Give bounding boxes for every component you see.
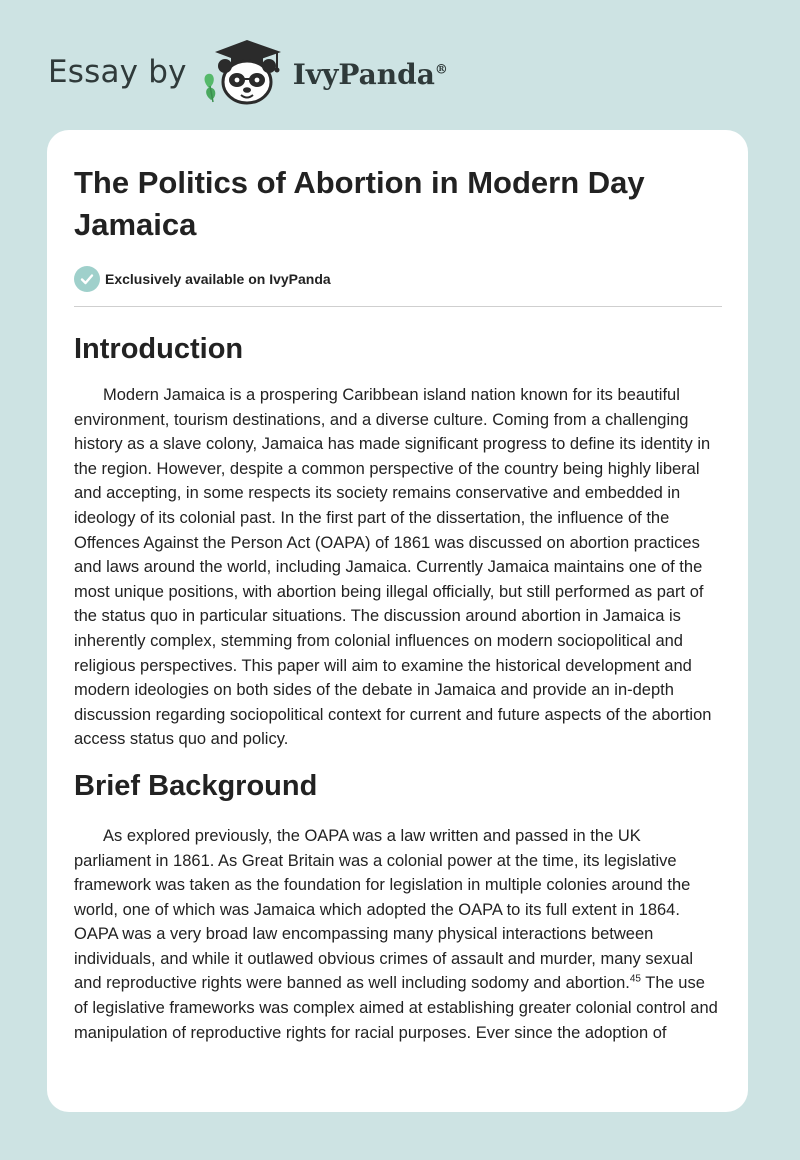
title-divider bbox=[74, 306, 722, 307]
essay-title: The Politics of Abortion in Modern Day Jamaica bbox=[74, 165, 645, 242]
exclusive-badge bbox=[74, 265, 722, 293]
section-heading-brief-background: Brief Background bbox=[74, 769, 318, 802]
panda-graduate-icon bbox=[197, 36, 289, 108]
background-paragraph bbox=[74, 824, 722, 1045]
brand-prefix: Essay by bbox=[48, 54, 187, 90]
essay-card bbox=[47, 130, 748, 1112]
introduction-paragraph: Modern Jamaica is a prospering Caribbean island nation known for its beautiful environment, tourism destinations, and a diverse culture. Coming from a challenging history as a slave colony, Jamaica has made significant progress to define its identity in the region. However, despite a common perspective of the country being highly liberal and accepting, in some respects its society remains conservative and embedded in ideology of its colonial past. In the first part of the dissertation, the influence of the Offences Against the Person Act (OAPA) of 1861 was discussed on abortion practices and laws around the world, including Jamaica. Currently Jamaica maintains one of the most unique positions, with abortion being illegal officially, but still performed as part of the status quo in particular situations. The discussion around abortion in Jamaica is inherently complex, stemming from colonial influences on modern sociopolitical and religious perspectives. This paper will aim to examine the historical development and modern ideologies on both sides of the debate in Jamaica and provide an in-depth discussion regarding sociopolitical context for current and future aspects of the abortion access status quo and policy. bbox=[74, 386, 712, 749]
registered-mark: ® bbox=[434, 62, 448, 78]
check-circle-icon bbox=[74, 266, 100, 292]
brand-name: IvyPanda® bbox=[292, 57, 448, 91]
footnote-reference[interactable]: 45 bbox=[629, 973, 641, 985]
essay-content bbox=[74, 162, 722, 1045]
background-text-part1: As explored previously, the OAPA was a law written and passed in the UK parliament in 1861. As Great Britain was a colonial power at the time, its legislative framework was taken as the foundation for legislation in multiple colonies around the world, one of which was Jamaica which adopted the OAPA to its full extent in 1864. OAPA was a very broad law encompassing many physical interactions between individuals, and while it outlawed obvious crimes of assault and murder, many sexual and reproductive rights were banned as well including sodomy and abortion. bbox=[74, 826, 694, 993]
background-text-part2: The use of legislative frameworks was complex aimed at establishing greater colonial control and manipulation of reproductive rights for racial purposes. Ever since the adoption of bbox=[74, 974, 718, 1042]
exclusive-text: Exclusively available on IvyPanda bbox=[105, 271, 331, 287]
brand-header bbox=[48, 36, 448, 108]
section-heading-introduction: Introduction bbox=[74, 333, 244, 365]
